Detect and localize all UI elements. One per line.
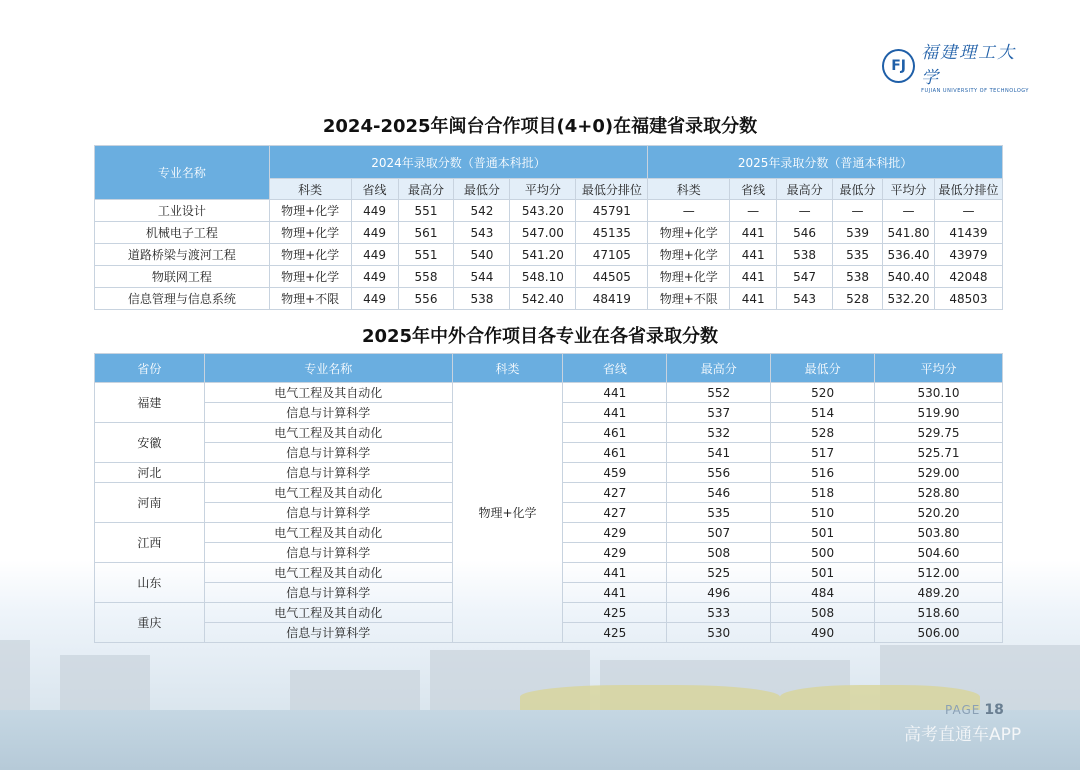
logo-english-name: FUJIAN UNIVERSITY OF TECHNOLOGY bbox=[921, 88, 1029, 94]
min-score-cell: 510 bbox=[771, 503, 875, 523]
major-name-cell: 信息管理与信息系统 bbox=[95, 288, 270, 310]
score-2025-cell: — bbox=[883, 200, 935, 222]
column-header: 省线 bbox=[351, 179, 398, 200]
score-2024-cell: 物理+化学 bbox=[269, 244, 351, 266]
province-cell: 重庆 bbox=[95, 603, 205, 643]
watermark-text: 高考直通车APP bbox=[904, 725, 1022, 745]
min-score-cell: 484 bbox=[771, 583, 875, 603]
score-2025-cell: 物理+化学 bbox=[648, 266, 730, 288]
column-header: 专业名称 bbox=[204, 354, 452, 383]
max-score-cell: 535 bbox=[667, 503, 771, 523]
province-line-cell: 425 bbox=[563, 603, 667, 623]
score-2025-cell: 42048 bbox=[934, 266, 1002, 288]
province-line-cell: 459 bbox=[563, 463, 667, 483]
table2-title: 2025年中外合作项目各专业在各省录取分数 bbox=[361, 326, 719, 347]
major-name-cell: 工业设计 bbox=[95, 200, 270, 222]
province-cell: 江西 bbox=[95, 523, 205, 563]
subject-cell: 物理+化学 bbox=[452, 383, 563, 643]
group-2025-header: 2025年录取分数（普通本科批） bbox=[648, 146, 1003, 179]
score-2024-cell: 542 bbox=[454, 200, 510, 222]
score-2025-cell: 543 bbox=[777, 288, 833, 310]
table1-title: 2024-2025年闽台合作项目(4+0)在福建省录取分数 bbox=[322, 116, 758, 137]
province-line-cell: 441 bbox=[563, 583, 667, 603]
table-row bbox=[95, 288, 1003, 310]
avg-score-cell: 512.00 bbox=[875, 563, 1003, 583]
page-number: 18 bbox=[984, 702, 1004, 718]
score-2025-cell: 43979 bbox=[934, 244, 1002, 266]
score-2025-cell: 48503 bbox=[934, 288, 1002, 310]
score-2025-cell: 441 bbox=[730, 288, 777, 310]
max-score-cell: 537 bbox=[667, 403, 771, 423]
max-score-cell: 546 bbox=[667, 483, 771, 503]
min-score-cell: 514 bbox=[771, 403, 875, 423]
major-name-cell: 物联网工程 bbox=[95, 266, 270, 288]
score-2025-cell: 540.40 bbox=[883, 266, 935, 288]
min-score-cell: 508 bbox=[771, 603, 875, 623]
score-2025-cell: 441 bbox=[730, 222, 777, 244]
column-header: 最高分 bbox=[667, 354, 771, 383]
page-label: PAGE bbox=[945, 703, 981, 717]
province-line-cell: 441 bbox=[563, 563, 667, 583]
column-header: 平均分 bbox=[883, 179, 935, 200]
province-cell: 河南 bbox=[95, 483, 205, 523]
score-2025-cell: 539 bbox=[833, 222, 883, 244]
min-score-cell: 516 bbox=[771, 463, 875, 483]
province-line-cell: 461 bbox=[563, 423, 667, 443]
avg-score-cell: 530.10 bbox=[875, 383, 1003, 403]
province-line-cell: 427 bbox=[563, 503, 667, 523]
score-2025-cell: 541.80 bbox=[883, 222, 935, 244]
score-2024-cell: 48419 bbox=[576, 288, 648, 310]
column-header: 省份 bbox=[95, 354, 205, 383]
score-2025-cell: 538 bbox=[833, 266, 883, 288]
score-2024-cell: 物理+化学 bbox=[269, 200, 351, 222]
column-header: 平均分 bbox=[875, 354, 1003, 383]
major-name-cell: 电气工程及其自动化 bbox=[204, 483, 452, 503]
score-2024-cell: 物理+不限 bbox=[269, 288, 351, 310]
score-2024-cell: 551 bbox=[398, 244, 454, 266]
max-score-cell: 530 bbox=[667, 623, 771, 643]
table-row bbox=[95, 200, 1003, 222]
major-name-cell: 电气工程及其自动化 bbox=[204, 563, 452, 583]
score-2025-cell: 441 bbox=[730, 244, 777, 266]
score-2025-cell: 物理+化学 bbox=[648, 222, 730, 244]
score-2025-cell: 物理+不限 bbox=[648, 288, 730, 310]
min-score-cell: 500 bbox=[771, 543, 875, 563]
min-score-cell: 490 bbox=[771, 623, 875, 643]
score-2024-cell: 547.00 bbox=[510, 222, 576, 244]
column-header: 最低分 bbox=[454, 179, 510, 200]
province-line-cell: 429 bbox=[563, 543, 667, 563]
major-name-cell: 信息与计算科学 bbox=[204, 583, 452, 603]
university-logo bbox=[882, 43, 1032, 94]
avg-score-cell: 519.90 bbox=[875, 403, 1003, 423]
column-header: 科类 bbox=[269, 179, 351, 200]
max-score-cell: 507 bbox=[667, 523, 771, 543]
max-score-cell: 541 bbox=[667, 443, 771, 463]
score-2024-cell: 540 bbox=[454, 244, 510, 266]
score-2024-cell: 45791 bbox=[576, 200, 648, 222]
score-2024-cell: 558 bbox=[398, 266, 454, 288]
province-cell: 福建 bbox=[95, 383, 205, 423]
min-score-cell: 501 bbox=[771, 563, 875, 583]
fujian-taiwan-score-table bbox=[94, 145, 1003, 310]
score-2025-cell: — bbox=[777, 200, 833, 222]
avg-score-cell: 503.80 bbox=[875, 523, 1003, 543]
score-2025-cell: 528 bbox=[833, 288, 883, 310]
max-score-cell: 552 bbox=[667, 383, 771, 403]
major-name-cell: 机械电子工程 bbox=[95, 222, 270, 244]
province-cell: 山东 bbox=[95, 563, 205, 603]
min-score-cell: 518 bbox=[771, 483, 875, 503]
score-2024-cell: 548.10 bbox=[510, 266, 576, 288]
max-score-cell: 532 bbox=[667, 423, 771, 443]
max-score-cell: 496 bbox=[667, 583, 771, 603]
avg-score-cell: 518.60 bbox=[875, 603, 1003, 623]
province-line-cell: 441 bbox=[563, 403, 667, 423]
score-2025-cell: 538 bbox=[777, 244, 833, 266]
province-line-cell: 461 bbox=[563, 443, 667, 463]
score-2025-cell: 535 bbox=[833, 244, 883, 266]
avg-score-cell: 529.75 bbox=[875, 423, 1003, 443]
table-row bbox=[95, 383, 1003, 403]
score-2024-cell: 449 bbox=[351, 222, 398, 244]
province-line-cell: 427 bbox=[563, 483, 667, 503]
column-header: 最低分 bbox=[771, 354, 875, 383]
score-2025-cell: 物理+化学 bbox=[648, 244, 730, 266]
avg-score-cell: 489.20 bbox=[875, 583, 1003, 603]
score-2024-cell: 44505 bbox=[576, 266, 648, 288]
score-2024-cell: 449 bbox=[351, 200, 398, 222]
major-name-cell: 电气工程及其自动化 bbox=[204, 423, 452, 443]
column-header: 平均分 bbox=[510, 179, 576, 200]
score-2025-cell: — bbox=[648, 200, 730, 222]
score-2024-cell: 47105 bbox=[576, 244, 648, 266]
score-2024-cell: 物理+化学 bbox=[269, 266, 351, 288]
major-name-cell: 电气工程及其自动化 bbox=[204, 603, 452, 623]
avg-score-cell: 528.80 bbox=[875, 483, 1003, 503]
score-2024-cell: 543.20 bbox=[510, 200, 576, 222]
column-header: 科类 bbox=[452, 354, 563, 383]
province-line-cell: 429 bbox=[563, 523, 667, 543]
major-name-cell: 信息与计算科学 bbox=[204, 543, 452, 563]
score-2024-cell: 541.20 bbox=[510, 244, 576, 266]
score-2025-cell: — bbox=[730, 200, 777, 222]
major-name-cell: 信息与计算科学 bbox=[204, 623, 452, 643]
score-2024-cell: 449 bbox=[351, 288, 398, 310]
score-2024-cell: 45135 bbox=[576, 222, 648, 244]
score-2025-cell: — bbox=[833, 200, 883, 222]
column-header: 科类 bbox=[648, 179, 730, 200]
min-score-cell: 517 bbox=[771, 443, 875, 463]
major-name-cell: 信息与计算科学 bbox=[204, 443, 452, 463]
max-score-cell: 533 bbox=[667, 603, 771, 623]
major-name-cell: 信息与计算科学 bbox=[204, 403, 452, 423]
logo-chinese-name: 福建理工大学 bbox=[921, 43, 1017, 88]
score-2025-cell: 546 bbox=[777, 222, 833, 244]
table-row bbox=[95, 266, 1003, 288]
score-2024-cell: 物理+化学 bbox=[269, 222, 351, 244]
score-2024-cell: 551 bbox=[398, 200, 454, 222]
avg-score-cell: 529.00 bbox=[875, 463, 1003, 483]
min-score-cell: 520 bbox=[771, 383, 875, 403]
column-header: 最低分排位 bbox=[576, 179, 648, 200]
major-header: 专业名称 bbox=[95, 146, 270, 200]
major-name-cell: 道路桥梁与渡河工程 bbox=[95, 244, 270, 266]
major-name-cell: 电气工程及其自动化 bbox=[204, 523, 452, 543]
column-header: 省线 bbox=[563, 354, 667, 383]
province-line-cell: 425 bbox=[563, 623, 667, 643]
score-2024-cell: 449 bbox=[351, 244, 398, 266]
score-2024-cell: 561 bbox=[398, 222, 454, 244]
avg-score-cell: 525.71 bbox=[875, 443, 1003, 463]
score-2024-cell: 449 bbox=[351, 266, 398, 288]
column-header: 最高分 bbox=[398, 179, 454, 200]
column-header: 最高分 bbox=[777, 179, 833, 200]
group-2024-header: 2024年录取分数（普通本科批） bbox=[269, 146, 648, 179]
score-2024-cell: 556 bbox=[398, 288, 454, 310]
sino-foreign-score-table bbox=[94, 353, 1003, 643]
score-2025-cell: — bbox=[934, 200, 1002, 222]
province-line-cell: 441 bbox=[563, 383, 667, 403]
avg-score-cell: 520.20 bbox=[875, 503, 1003, 523]
major-name-cell: 信息与计算科学 bbox=[204, 463, 452, 483]
score-2024-cell: 538 bbox=[454, 288, 510, 310]
table-row bbox=[95, 222, 1003, 244]
province-cell: 河北 bbox=[95, 463, 205, 483]
province-cell: 安徽 bbox=[95, 423, 205, 463]
university-seal-icon: FJ bbox=[882, 49, 915, 83]
max-score-cell: 525 bbox=[667, 563, 771, 583]
major-name-cell: 电气工程及其自动化 bbox=[204, 383, 452, 403]
score-2024-cell: 542.40 bbox=[510, 288, 576, 310]
score-2025-cell: 532.20 bbox=[883, 288, 935, 310]
column-header: 省线 bbox=[730, 179, 777, 200]
max-score-cell: 556 bbox=[667, 463, 771, 483]
column-header: 最低分 bbox=[833, 179, 883, 200]
page-indicator bbox=[945, 702, 1004, 718]
avg-score-cell: 506.00 bbox=[875, 623, 1003, 643]
score-2025-cell: 536.40 bbox=[883, 244, 935, 266]
column-header: 最低分排位 bbox=[934, 179, 1002, 200]
min-score-cell: 501 bbox=[771, 523, 875, 543]
score-2025-cell: 41439 bbox=[934, 222, 1002, 244]
score-2024-cell: 543 bbox=[454, 222, 510, 244]
min-score-cell: 528 bbox=[771, 423, 875, 443]
score-2025-cell: 547 bbox=[777, 266, 833, 288]
major-name-cell: 信息与计算科学 bbox=[204, 503, 452, 523]
score-2025-cell: 441 bbox=[730, 266, 777, 288]
avg-score-cell: 504.60 bbox=[875, 543, 1003, 563]
max-score-cell: 508 bbox=[667, 543, 771, 563]
score-2024-cell: 544 bbox=[454, 266, 510, 288]
table-row bbox=[95, 244, 1003, 266]
